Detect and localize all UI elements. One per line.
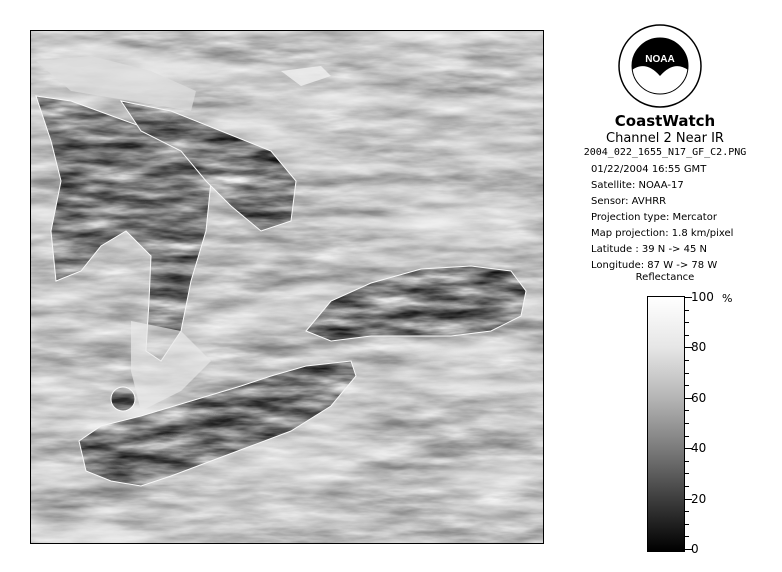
colorbar-minor-tick [684, 410, 689, 411]
longitude-label: Longitude: 87 W -> 78 W [591, 260, 718, 271]
colorbar-unit: % [722, 292, 733, 305]
colorbar-minor-tick [684, 423, 689, 424]
colorbar-minor-tick [684, 511, 689, 512]
colorbar-minor-tick [684, 385, 689, 386]
latitude-label: Latitude : 39 N -> 45 N [591, 244, 707, 255]
filename-label: 2004_022_1655_N17_GF_C2.PNG [583, 147, 747, 158]
datetime-label: 01/22/2004 16:55 GMT [591, 164, 707, 175]
colorbar-minor-tick [684, 335, 689, 336]
logo-text: NOAA [645, 54, 675, 65]
channel-label: Channel 2 Near IR [606, 131, 724, 146]
colorbar-minor-tick [684, 486, 689, 487]
colorbar-tick-label: 60 [691, 391, 707, 405]
colorbar-minor-tick [684, 373, 689, 374]
colorbar-minor-tick [684, 310, 689, 311]
noaa-logo [618, 24, 702, 108]
colorbar-minor-tick [684, 436, 689, 437]
colorbar-minor-tick [684, 536, 689, 537]
colorbar-minor-tick [684, 461, 689, 462]
satellite-image [30, 30, 544, 544]
page-title: CoastWatch [614, 112, 716, 130]
satellite-label: Satellite: NOAA-17 [591, 180, 684, 191]
colorbar-tick-label: 100 [691, 290, 714, 304]
colorbar-minor-tick [684, 524, 689, 525]
colorbar-gradient [647, 296, 685, 552]
reflectance-map [31, 31, 543, 543]
sensor-label: Sensor: AVHRR [591, 196, 667, 207]
cloud-layer [31, 31, 543, 543]
colorbar-tick-label: 40 [691, 441, 707, 455]
colorbar-tick-label: 20 [691, 492, 707, 506]
colorbar-tick-label: 80 [691, 340, 707, 354]
colorbar-tick-label: 0 [691, 542, 699, 556]
colorbar-minor-tick [684, 360, 689, 361]
colorbar-minor-tick [684, 473, 689, 474]
projection-type-label: Projection type: Mercator [591, 212, 717, 223]
colorbar-minor-tick [684, 322, 689, 323]
map-projection-label: Map projection: 1.8 km/pixel [591, 228, 734, 239]
colorbar-title: Reflectance [635, 272, 695, 283]
